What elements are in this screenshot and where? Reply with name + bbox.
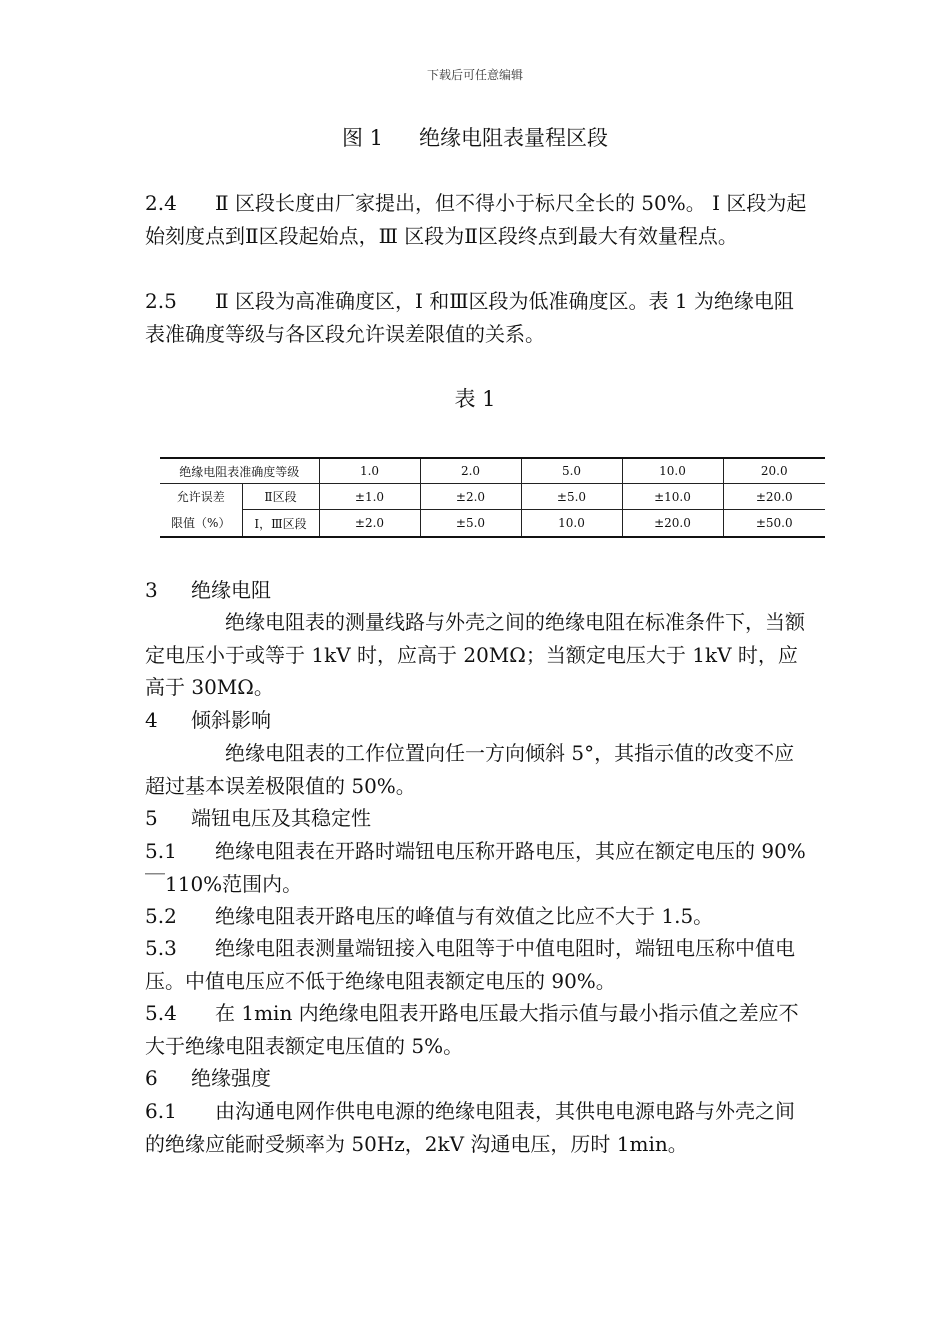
paragraph-number: 5.3 <box>145 936 177 960</box>
table-caption: 表 1 <box>454 387 496 411</box>
value-cell: 10.0 <box>521 510 622 537</box>
grade-cell: 20.0 <box>723 458 825 484</box>
figure-caption <box>0 122 950 152</box>
paragraph-5-1 <box>145 835 807 900</box>
paragraph-text: 绝缘电阻表在开路时端钮电压称开路电压，其应在额定电压的 90%￣110%范围内。 <box>145 839 806 896</box>
paragraph-5-3 <box>145 932 807 997</box>
paragraph-number: 5.4 <box>145 1001 177 1025</box>
section-title: 端钮电压及其稳定性 <box>191 806 371 830</box>
page-header: 下载后可任意编辑 <box>426 68 523 82</box>
paragraph-2-5 <box>145 285 807 350</box>
paragraph-number: 5.1 <box>145 839 177 863</box>
paragraph-number: 5.2 <box>145 904 177 928</box>
error-limit-label <box>160 484 242 538</box>
figure-label: 图 1 <box>341 126 384 150</box>
value-cell: ±50.0 <box>723 510 825 537</box>
paragraph-number: 6.1 <box>145 1099 177 1123</box>
section-4-body: 绝缘电阻表的工作位置向任一方向倾斜 5°，其指示值的改变不应超过基本误差极限值的 50%。 <box>145 741 795 798</box>
paragraph-text: Ⅱ 区段为高准确度区，Ⅰ 和Ⅲ区段为低准确度区。表 1 为绝缘电阻表准确度等级与各区段允许误差限值的关系。 <box>145 289 794 346</box>
value-cell: ±20.0 <box>723 484 825 510</box>
section-number: 3 <box>145 578 158 602</box>
value-cell: ±5.0 <box>521 484 622 510</box>
error-limit-label-line2: 限值（%） <box>171 516 231 530</box>
table-header-row <box>160 458 825 484</box>
section-3-heading <box>145 574 271 607</box>
paragraph-text: Ⅱ 区段长度由厂家提出，但不得小于标尺全长的 50%。 Ⅰ 区段为起始刻度点到Ⅱ区段起始点，Ⅲ 区段为Ⅱ区段终点到最大有效量程点。 <box>145 191 807 248</box>
paragraph-6-1 <box>145 1095 807 1160</box>
table-row <box>160 484 825 510</box>
value-cell: ±20.0 <box>622 510 723 537</box>
value-cell: ±5.0 <box>420 510 521 537</box>
value-cell: ±2.0 <box>420 484 521 510</box>
figure-title: 绝缘电阻表量程区段 <box>419 126 609 150</box>
paragraph-5-4 <box>145 997 807 1062</box>
paragraph-text: 绝缘电阻表开路电压的峰值与有效值之比应不大于 1.5。 <box>215 904 714 928</box>
section-number: 4 <box>145 708 158 732</box>
accuracy-table <box>160 457 825 538</box>
paragraph-text: 由沟通电网作供电电源的绝缘电阻表，其供电电源电路与外壳之间的绝缘应能耐受频率为 50Hz，2kV 沟通电压，历时 1min。 <box>145 1099 795 1156</box>
value-cell: ±1.0 <box>319 484 420 510</box>
error-limit-label-line1: 允许误差 <box>176 490 225 504</box>
section-title: 倾斜影响 <box>191 708 271 732</box>
grade-cell: 5.0 <box>521 458 622 484</box>
grade-cell: 10.0 <box>622 458 723 484</box>
table-row <box>160 510 825 537</box>
section-6-heading <box>145 1062 271 1095</box>
paragraph-2-4 <box>145 187 807 252</box>
paragraph-5-2 <box>145 900 807 933</box>
section-number: 6 <box>145 1066 158 1090</box>
section-3-body: 绝缘电阻表的测量线路与外壳之间的绝缘电阻在标准条件下，当额定电压小于或等于 1kV 时，应高于 20MΩ；当额定电压大于 1kV 时，应高于 30MΩ。 <box>145 610 805 699</box>
paragraph-number: 2.4 <box>145 191 177 215</box>
section-title: 绝缘强度 <box>191 1066 271 1090</box>
section-4-heading <box>145 704 271 737</box>
paragraph-number: 2.5 <box>145 289 177 313</box>
section-title: 绝缘电阻 <box>191 578 271 602</box>
value-cell: ±10.0 <box>622 484 723 510</box>
zone-label: Ⅰ，Ⅲ区段 <box>242 510 319 537</box>
paragraph-text: 绝缘电阻表测量端钮接入电阻等于中值电阻时，端钮电压称中值电压。中值电压应不低于绝缘电阻表额定电压的 90%。 <box>145 936 795 993</box>
section-5-heading <box>145 802 371 835</box>
grade-cell: 2.0 <box>420 458 521 484</box>
table-header-label: 绝缘电阻表准确度等级 <box>160 458 319 484</box>
paragraph-text: 在 1min 内绝缘电阻表开路电压最大指示值与最小指示值之差应不大于绝缘电阻表额定电压值的 5%。 <box>145 1001 799 1058</box>
section-number: 5 <box>145 806 158 830</box>
grade-cell: 1.0 <box>319 458 420 484</box>
zone-label: Ⅱ区段 <box>242 484 319 510</box>
value-cell: ±2.0 <box>319 510 420 537</box>
